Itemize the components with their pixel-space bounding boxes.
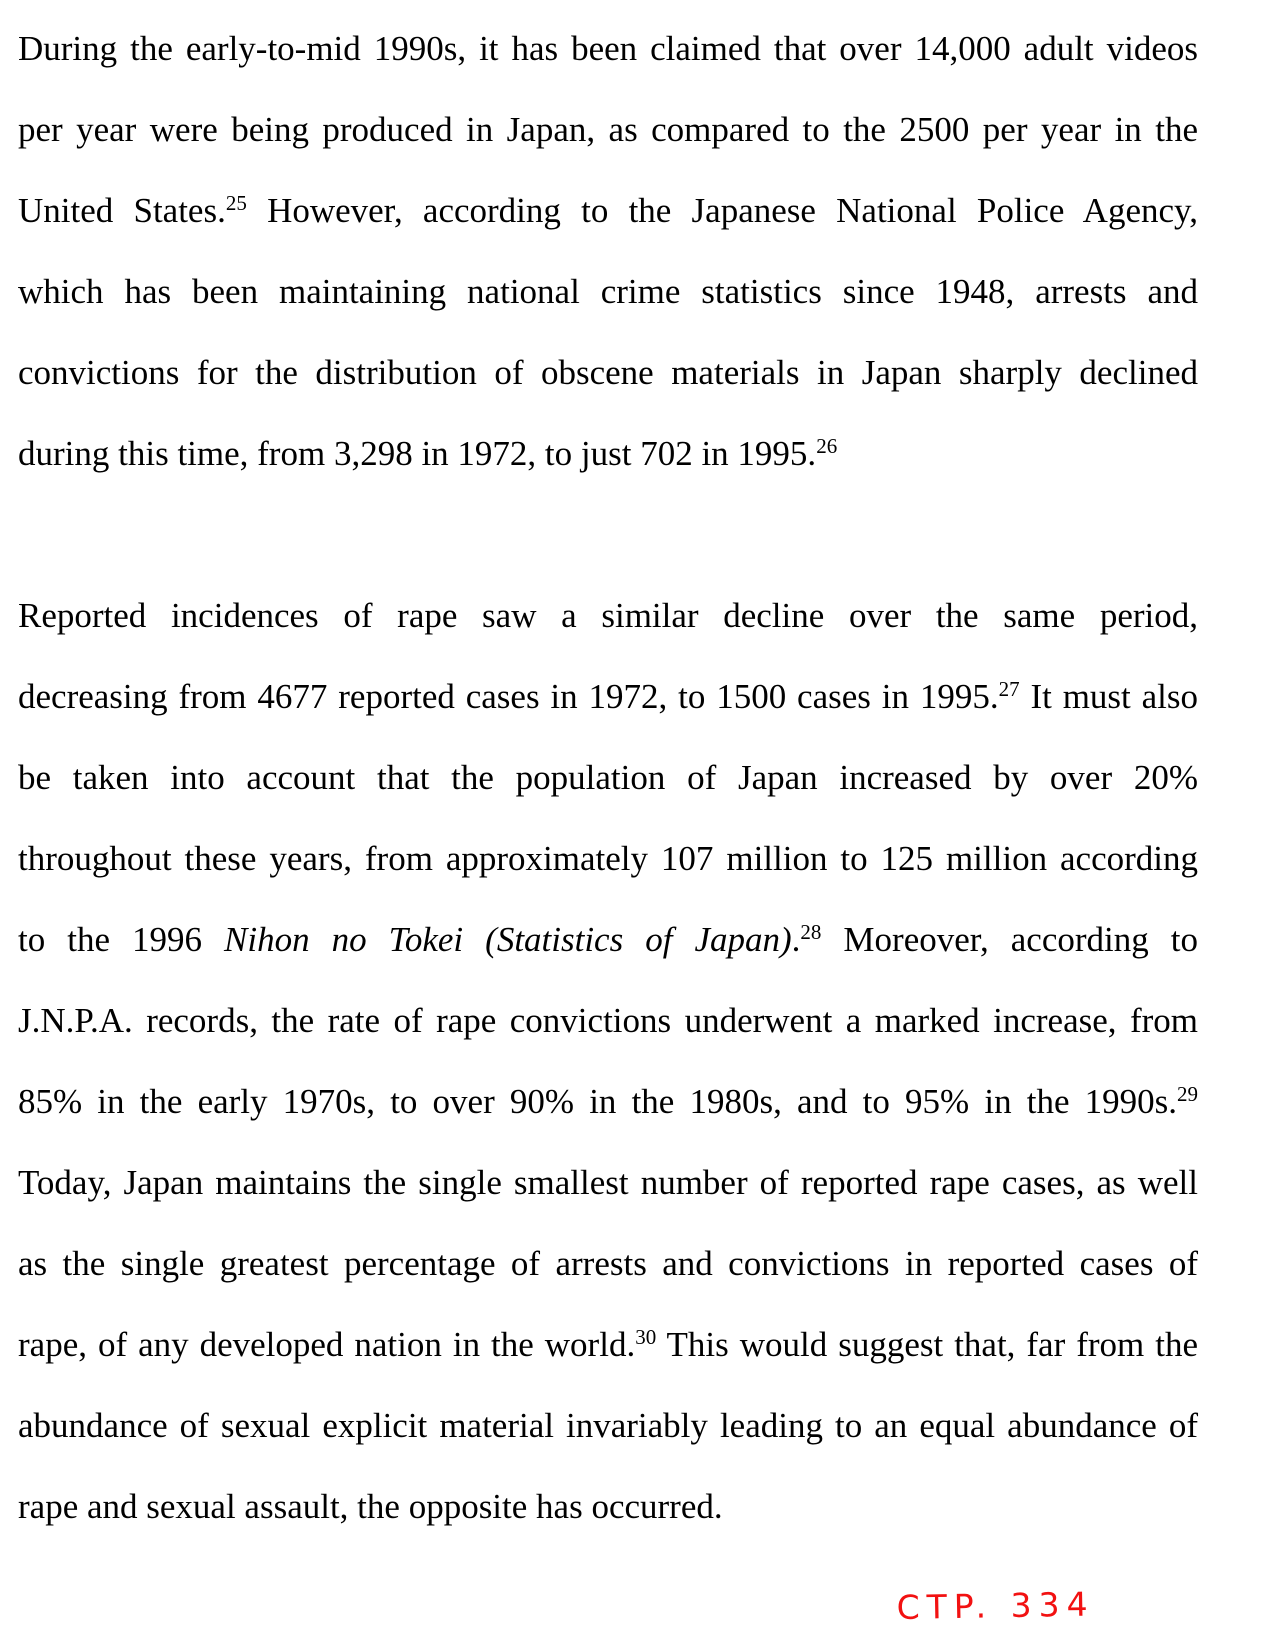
paragraph [18,8,1198,494]
text-line [18,89,1198,170]
text-run: during this time, from 3,298 in 1972, to just 702 in 1995. [18,434,817,473]
text-line [18,8,1198,89]
footnote-ref: 28 [800,920,822,945]
italic-title: Nihon no Tokei (Statistics of Japan) [224,920,792,959]
footnote-ref: 29 [1177,1082,1198,1107]
text-line [18,1385,1198,1466]
footnote-ref: 30 [635,1325,657,1350]
text-run: 85% in the early 1970s, to over 90% in the 1980s, and to 95% in the 1990s. [18,1082,1177,1121]
text-run: This would suggest that, far from the [656,1325,1198,1364]
text-run: rape and sexual assault, the opposite has occurred. [18,1487,723,1526]
text-run: abundance of sexual explicit material invariably leading to an equal abundance of [18,1406,1198,1445]
text-line [18,818,1198,899]
text-line [18,1223,1198,1304]
text-run: to the 1996 [18,920,225,959]
text-line [18,1061,1198,1142]
text-run: . [791,920,801,959]
text-run: decreasing from 4677 reported cases in 1972, to 1500 cases in 1995. [18,677,999,716]
footnote-ref: 26 [816,434,838,459]
text-line [18,1304,1198,1385]
text-run: J.N.P.A. records, the rate of rape convictions underwent a marked increase, from [18,1001,1198,1040]
text-line [18,332,1198,413]
text-run: as the single greatest percentage of arrests and convictions in reported cases of [18,1244,1198,1283]
text-line [18,170,1198,251]
text-line [18,251,1198,332]
paragraph [18,575,1198,1547]
text-run: throughout these years, from approximately 107 million to 125 million according [18,839,1198,878]
text-line [18,656,1198,737]
text-run: which has been maintaining national crime statistics since 1948, arrests and [18,272,1198,311]
text-line [18,413,1198,494]
text-run: be taken into account that the population of Japan increased by over 20% [18,758,1198,797]
text-run: Today, Japan maintains the single smallest number of reported rape cases, as well [18,1163,1198,1202]
text-run: During the early-to-mid 1990s, it has been claimed that over 14,000 adult videos [18,29,1198,68]
text-run: United States. [18,191,226,230]
text-line [18,737,1198,818]
text-run: convictions for the distribution of obscene materials in Japan sharply declined [18,353,1198,392]
text-line [18,980,1198,1061]
text-run: It must also [1019,677,1198,716]
footnote-ref: 25 [225,191,247,216]
text-line [18,1466,1198,1547]
text-run: Moreover, according to [821,920,1198,959]
text-run: per year were being produced in Japan, as compared to the 2500 per year in the [18,110,1198,149]
footnote-ref: 27 [998,677,1020,702]
text-run: However, according to the Japanese National Police Agency, [246,191,1198,230]
text-run: Reported incidences of rape saw a similar decline over the same period, [18,596,1198,635]
text-line [18,1142,1198,1223]
text-run: rape, of any developed nation in the world. [18,1325,636,1364]
text-line [18,575,1198,656]
handwritten-page-annotation: CTP. 334 [896,1584,1095,1627]
document-text [18,8,1198,1628]
text-line [18,899,1198,980]
